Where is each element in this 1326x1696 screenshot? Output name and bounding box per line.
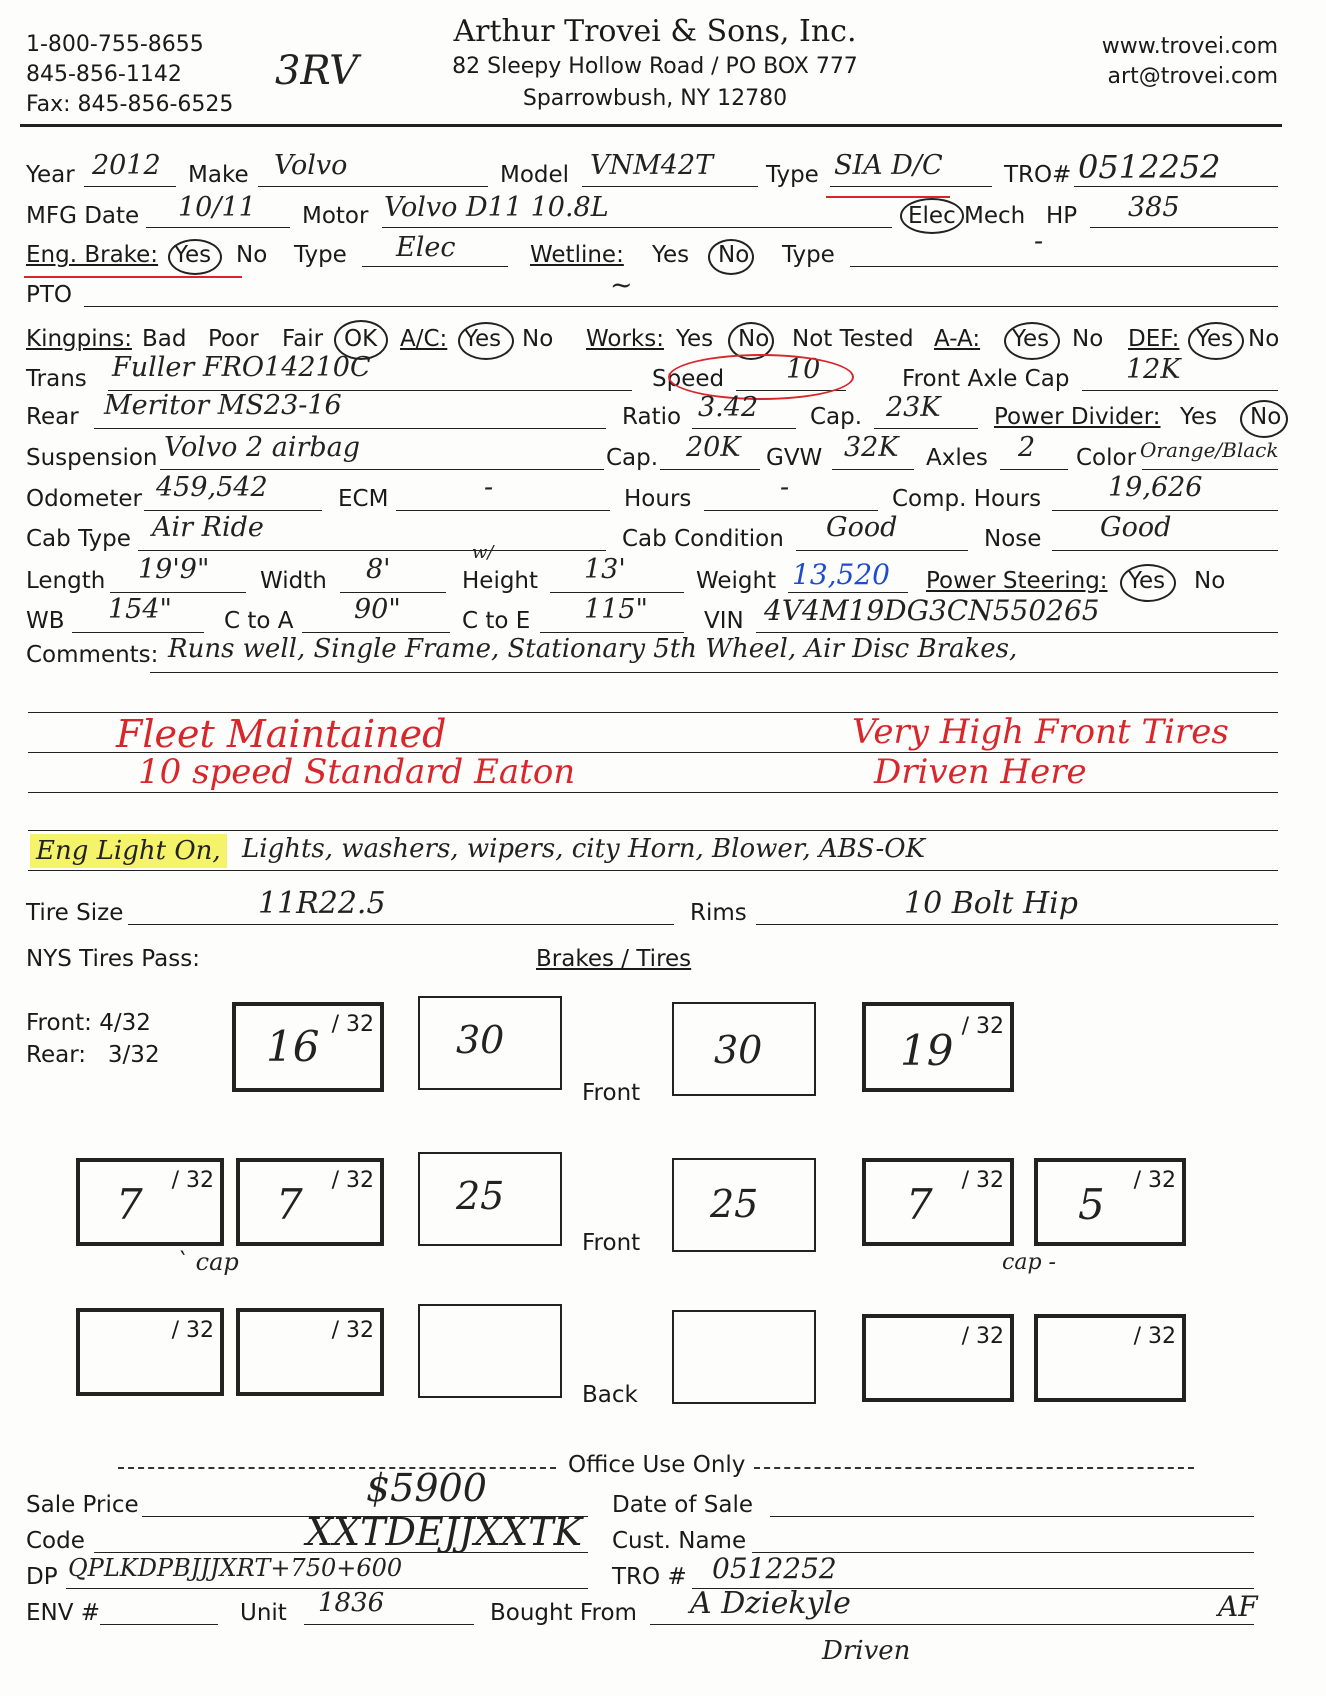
bought-from-value[interactable]: A Dziekyle — [690, 1586, 851, 1621]
power-steering-no[interactable]: No — [1194, 568, 1226, 594]
pto-value[interactable]: ~ — [610, 270, 633, 301]
def-label: DEF: — [1128, 326, 1180, 352]
color-line — [1142, 469, 1278, 470]
gvw-value[interactable]: 32K — [844, 432, 899, 463]
rear-cap-value[interactable]: 23K — [886, 392, 941, 423]
rims-label: Rims — [690, 900, 747, 926]
rear-tire-spec: Rear: 3/32 — [26, 1042, 160, 1068]
unit-value[interactable]: 1836 — [318, 1588, 385, 1618]
front-axle-cap-label: Front Axle Cap — [902, 366, 1070, 392]
susp-cap-line — [660, 469, 760, 470]
bought-from-label: Bought From — [490, 1600, 637, 1626]
power-divider-label: Power Divider: — [994, 404, 1161, 430]
c-to-a-label: C to A — [224, 608, 294, 634]
elec-selected-circle[interactable] — [900, 198, 964, 234]
kingpins-bad[interactable]: Bad — [142, 326, 187, 352]
drive1-left-inner-tire-box[interactable] — [236, 1158, 384, 1246]
power-divider-no[interactable]: No — [1250, 404, 1282, 430]
rims-value[interactable]: 10 Bolt Hip — [904, 886, 1078, 921]
eng-brake-no[interactable]: No — [236, 242, 268, 268]
aa-yes[interactable]: Yes — [1012, 326, 1050, 352]
comments-line-4 — [28, 792, 1278, 793]
red-note-fleet-maintained: Fleet Maintained — [116, 712, 447, 756]
comments-text-lights[interactable]: Lights, washers, wipers, city Horn, Blower, ABS-OK — [242, 834, 926, 864]
comments-line-1 — [150, 672, 1278, 673]
back-left-outer-tire-box[interactable] — [76, 1308, 224, 1396]
front-tire-spec: Front: 4/32 — [26, 1010, 151, 1036]
wb-value[interactable]: 154" — [108, 594, 172, 625]
suspension-line — [160, 469, 604, 470]
drive1-left-brake-value: 25 — [456, 1174, 505, 1218]
type-value[interactable]: SIA D/C — [834, 150, 943, 181]
kingpins-fair[interactable]: Fair — [282, 326, 324, 352]
vin-line — [756, 632, 1278, 633]
cap-note-right: cap - — [1002, 1250, 1056, 1275]
power-divider-no-circle — [1240, 400, 1288, 438]
pto-line — [84, 306, 1278, 307]
eng-brake-type-line — [362, 266, 508, 267]
model-line — [582, 186, 758, 187]
brakes-tires-heading: Brakes / Tires — [536, 946, 692, 972]
suspension-label: Suspension — [26, 445, 158, 471]
drive1-right-brake-box[interactable] — [672, 1158, 816, 1252]
ratio-line — [692, 428, 796, 429]
height-note: w/ — [472, 542, 494, 563]
eng-brake-red-underline — [24, 276, 242, 278]
front-axle-label-1: Front — [582, 1080, 641, 1106]
office-divider-right — [754, 1467, 1194, 1469]
mfg-date-value[interactable]: 10/11 — [178, 192, 256, 223]
make-line — [258, 186, 488, 187]
driven-note: Driven — [822, 1636, 911, 1666]
env-label: ENV # — [26, 1600, 101, 1626]
phone-tollfree: 1-800-755-8655 — [26, 32, 204, 57]
hp-label: HP — [1046, 203, 1078, 229]
date-of-sale-line — [770, 1516, 1254, 1517]
ac-label: A/C: — [400, 326, 448, 352]
comp-hours-value[interactable]: 19,626 — [1108, 472, 1203, 503]
comments-label: Comments: — [26, 642, 159, 668]
motor-line — [382, 227, 892, 228]
rims-line — [756, 924, 1278, 925]
tro-num-value[interactable]: 0512252 — [712, 1552, 837, 1585]
weight-value[interactable]: 13,520 — [792, 558, 890, 591]
kingpins-label: Kingpins: — [26, 326, 132, 352]
works-not-tested[interactable]: Not Tested — [792, 326, 914, 352]
nys-tires-pass-label: NYS Tires Pass: — [26, 946, 200, 972]
year-label: Year — [26, 162, 75, 188]
trans-value[interactable]: Fuller FRO14210C — [112, 352, 371, 383]
power-steering-yes-circle — [1120, 564, 1176, 602]
gvw-line — [832, 469, 914, 470]
aa-label: A-A: — [934, 326, 981, 352]
cap-note-left: ` cap — [176, 1248, 239, 1276]
rear-value[interactable]: Meritor MS23-16 — [104, 390, 342, 421]
drive1-right-inner-value: 7 — [906, 1180, 933, 1229]
vin-label: VIN — [704, 608, 744, 634]
front-left-tire-box[interactable] — [232, 1002, 384, 1092]
red-note-driven-here: Driven Here — [874, 752, 1087, 792]
motor-value[interactable]: Volvo D11 10.8L — [384, 192, 609, 223]
ac-yes[interactable]: Yes — [464, 326, 502, 352]
back-axle-label: Back — [582, 1382, 638, 1408]
cab-type-line — [138, 550, 606, 551]
elec-label: Elec — [908, 203, 956, 229]
eng-light-on-highlight: Eng Light On, — [30, 834, 227, 868]
motor-label: Motor — [302, 203, 369, 229]
drive1-right-outer-tire-box[interactable] — [1034, 1158, 1186, 1246]
eng-brake-type-label: Type — [294, 242, 347, 268]
wetline-no-circle — [708, 239, 754, 275]
front-right-tire-box[interactable] — [862, 1002, 1014, 1092]
weight-line — [788, 592, 908, 593]
ecm-label: ECM — [338, 486, 389, 512]
drive1-left-outer-tire-box[interactable] — [76, 1158, 224, 1246]
aa-no[interactable]: No — [1072, 326, 1104, 352]
year-value[interactable]: 2012 — [92, 150, 161, 181]
type-label: Type — [766, 162, 819, 188]
drive1-left-brake-box[interactable] — [418, 1152, 562, 1246]
rear-line — [94, 428, 606, 429]
cab-condition-value[interactable]: Good — [826, 512, 898, 543]
front-left-brake-value: 30 — [456, 1018, 505, 1062]
company-email[interactable]: art@trovei.com — [1107, 64, 1278, 89]
works-no[interactable]: No — [738, 326, 770, 352]
back-left-inner-tire-box[interactable] — [236, 1308, 384, 1396]
back-right-outer-tire-box[interactable] — [1034, 1314, 1186, 1402]
wetline-type-label: Type — [782, 242, 835, 268]
drive1-right-inner-per32: / 32 — [961, 1168, 1004, 1193]
rear-label: Rear — [26, 404, 79, 430]
tire-size-line — [128, 924, 674, 925]
hp-value[interactable]: 385 — [1128, 192, 1180, 223]
front-right-tire-per32: / 32 — [961, 1014, 1004, 1039]
power-divider-yes[interactable]: Yes — [1180, 404, 1218, 430]
drive1-right-outer-per32: / 32 — [1133, 1168, 1176, 1193]
front-axle-cap-value[interactable]: 12K — [1126, 354, 1181, 385]
hours-value[interactable]: - — [780, 472, 790, 503]
back-left-brake-box[interactable] — [418, 1304, 562, 1398]
kingpins-ok[interactable]: OK — [344, 326, 378, 352]
ac-yes-circle — [458, 322, 514, 360]
cust-name-label: Cust. Name — [612, 1528, 747, 1554]
cab-condition-line — [796, 550, 968, 551]
color-label: Color — [1076, 445, 1137, 471]
nose-value[interactable]: Good — [1100, 512, 1172, 543]
fax-number: Fax: 845-856-6525 — [26, 92, 234, 117]
power-steering-label: Power Steering: — [926, 568, 1108, 594]
power-steering-yes[interactable]: Yes — [1128, 568, 1166, 594]
vin-value[interactable]: 4V4M19DG3CN550265 — [764, 594, 1100, 627]
c-to-a-line — [302, 632, 450, 633]
office-use-only-heading: Office Use Only — [568, 1452, 746, 1478]
date-of-sale-label: Date of Sale — [612, 1492, 753, 1518]
company-name: Arthur Trovei & Sons, Inc. — [453, 14, 857, 49]
dp-value[interactable]: QPLKDPBJJJXRT+750+600 — [68, 1554, 403, 1582]
back-left-inner-per32: / 32 — [331, 1318, 374, 1343]
hours-label: Hours — [624, 486, 692, 512]
red-note-very-high-front-tires: Very High Front Tires — [852, 712, 1229, 752]
c-to-e-value[interactable]: 115" — [584, 594, 648, 625]
wetline-type-value[interactable]: - — [1034, 226, 1044, 257]
cab-type-value[interactable]: Air Ride — [152, 512, 264, 543]
front-left-tire-value: 16 — [266, 1022, 320, 1071]
back-right-outer-per32: / 32 — [1133, 1324, 1176, 1349]
company-address-line2: Sparrowbush, NY 12780 — [522, 86, 788, 111]
speed-red-circle — [668, 354, 854, 400]
cab-type-label: Cab Type — [26, 526, 131, 552]
susp-cap-label: Cap. — [606, 445, 659, 471]
c-to-e-label: C to E — [462, 608, 531, 634]
office-divider-left — [118, 1467, 556, 1469]
tire-size-label: Tire Size — [26, 900, 124, 926]
wetline-yes[interactable]: Yes — [652, 242, 690, 268]
rear-cap-label: Cap. — [810, 404, 863, 430]
axles-label: Axles — [926, 445, 988, 471]
type-line — [830, 186, 992, 187]
wetline-no[interactable]: No — [718, 242, 750, 268]
def-yes[interactable]: Yes — [1196, 326, 1234, 352]
ecm-value[interactable]: - — [484, 472, 494, 503]
tro-line — [1074, 186, 1278, 187]
front-right-brake-value: 30 — [714, 1028, 763, 1072]
env-line — [100, 1624, 218, 1625]
length-line — [110, 592, 246, 593]
odometer-line — [144, 510, 322, 511]
works-yes[interactable]: Yes — [676, 326, 714, 352]
pto-label: PTO — [26, 282, 73, 308]
width-value[interactable]: 8' — [366, 554, 391, 585]
front-right-tire-value: 19 — [900, 1026, 954, 1075]
drive1-left-inner-per32: / 32 — [331, 1168, 374, 1193]
back-right-inner-tire-box[interactable] — [862, 1314, 1014, 1402]
sale-price-label: Sale Price — [26, 1492, 139, 1518]
speed-label: Speed — [652, 366, 725, 392]
eng-brake-yes[interactable]: Yes — [174, 242, 212, 268]
front-axle-cap-line — [1082, 390, 1278, 391]
drive1-right-brake-value: 25 — [710, 1182, 759, 1226]
def-yes-circle — [1188, 322, 1244, 360]
red-note-10-speed-eaton: 10 speed Standard Eaton — [138, 752, 576, 792]
length-value[interactable]: 19'9" — [138, 554, 210, 585]
eng-brake-label: Eng. Brake: — [26, 242, 159, 268]
comp-hours-line — [1052, 510, 1278, 511]
year-line — [84, 186, 176, 187]
cab-condition-label: Cab Condition — [622, 526, 784, 552]
length-label: Length — [26, 568, 106, 594]
model-value[interactable]: VNM42T — [590, 150, 714, 181]
kingpins-poor[interactable]: Poor — [208, 326, 259, 352]
back-left-outer-per32: / 32 — [171, 1318, 214, 1343]
rear-cap-line — [874, 428, 978, 429]
make-label: Make — [188, 162, 249, 188]
tro-num-label: TRO # — [612, 1564, 687, 1590]
hp-line — [1090, 227, 1278, 228]
unit-label: Unit — [240, 1600, 287, 1626]
company-address-line1: 82 Sleepy Hollow Road / PO BOX 777 — [452, 54, 858, 79]
c-to-a-value[interactable]: 90" — [354, 594, 401, 625]
works-label: Works: — [586, 326, 664, 352]
odometer-value[interactable]: 459,542 — [156, 472, 268, 503]
tire-size-value[interactable]: 11R22.5 — [258, 886, 386, 921]
mech-label: Mech — [964, 203, 1026, 229]
speed-value[interactable]: 10 — [786, 354, 821, 385]
bought-from-line — [650, 1624, 1254, 1625]
wb-label: WB — [26, 608, 65, 634]
ecm-line — [396, 510, 610, 511]
front-axle-label-2: Front — [582, 1230, 641, 1256]
model-label: Model — [500, 162, 570, 188]
dp-label: DP — [26, 1564, 58, 1590]
front-right-brake-box[interactable] — [672, 1002, 816, 1096]
eng-brake-yes-circle — [168, 239, 222, 275]
back-right-brake-box[interactable] — [672, 1310, 816, 1404]
weight-label: Weight — [696, 568, 777, 594]
mfg-date-label: MFG Date — [26, 203, 140, 229]
c-to-e-line — [540, 632, 684, 633]
color-value[interactable]: Orange/Black — [1140, 438, 1279, 462]
ratio-label: Ratio — [622, 404, 682, 430]
unit-line — [304, 1624, 474, 1625]
code-value[interactable]: XXTDEJJXXTK — [306, 1510, 582, 1554]
back-right-inner-per32: / 32 — [961, 1324, 1004, 1349]
height-value[interactable]: 13' — [584, 554, 626, 585]
axles-line — [1000, 469, 1068, 470]
wb-line — [72, 632, 204, 633]
width-label: Width — [260, 568, 327, 594]
drive1-left-inner-value: 7 — [276, 1180, 303, 1229]
front-left-tire-per32: / 32 — [331, 1012, 374, 1037]
code-label: Code — [26, 1528, 85, 1554]
gvw-label: GVW — [766, 445, 823, 471]
front-left-brake-box[interactable] — [418, 996, 562, 1090]
handwritten-note-3rv: 3RV — [275, 48, 359, 94]
comments-line-6 — [28, 870, 1278, 871]
eng-brake-type-value[interactable]: Elec — [396, 232, 456, 263]
drive1-left-outer-value: 7 — [116, 1180, 143, 1229]
wetline-type-line — [850, 266, 1278, 267]
tro-label: TRO# — [1004, 162, 1072, 188]
initials-value: AF — [1218, 1590, 1258, 1623]
comp-hours-label: Comp. Hours — [892, 486, 1042, 512]
ac-no[interactable]: No — [522, 326, 554, 352]
width-line — [340, 592, 446, 593]
phone-local: 845-856-1142 — [26, 62, 182, 87]
odometer-label: Odometer — [26, 486, 142, 512]
nose-label: Nose — [984, 526, 1042, 552]
drive1-right-inner-tire-box[interactable] — [862, 1158, 1014, 1246]
drive1-right-outer-value: 5 — [1078, 1180, 1105, 1229]
make-value[interactable]: Volvo — [274, 150, 348, 181]
comments-line-5 — [28, 830, 1278, 831]
sale-price-value[interactable]: $5900 — [366, 1466, 487, 1510]
drive1-left-outer-per32: / 32 — [171, 1168, 214, 1193]
header-divider — [20, 124, 1282, 127]
tro-value[interactable]: 0512252 — [1078, 148, 1221, 186]
susp-cap-value[interactable]: 20K — [686, 432, 741, 463]
def-no[interactable]: No — [1248, 326, 1280, 352]
aa-yes-circle — [1004, 322, 1060, 360]
axles-value[interactable]: 2 — [1018, 432, 1036, 463]
mfg-date-line — [146, 227, 290, 228]
comments-text-1[interactable]: Runs well, Single Frame, Stationary 5th Wheel, Air Disc Brakes, — [168, 634, 1018, 664]
wetline-label: Wetline: — [530, 242, 624, 268]
suspension-value[interactable]: Volvo 2 airbag — [164, 432, 361, 463]
hours-line — [704, 510, 878, 511]
nose-line — [1052, 550, 1278, 551]
ratio-value[interactable]: 3.42 — [698, 392, 759, 423]
trans-label: Trans — [26, 366, 87, 392]
height-label: Height — [462, 568, 539, 594]
height-line — [550, 592, 684, 593]
company-website[interactable]: www.trovei.com — [1101, 34, 1278, 59]
